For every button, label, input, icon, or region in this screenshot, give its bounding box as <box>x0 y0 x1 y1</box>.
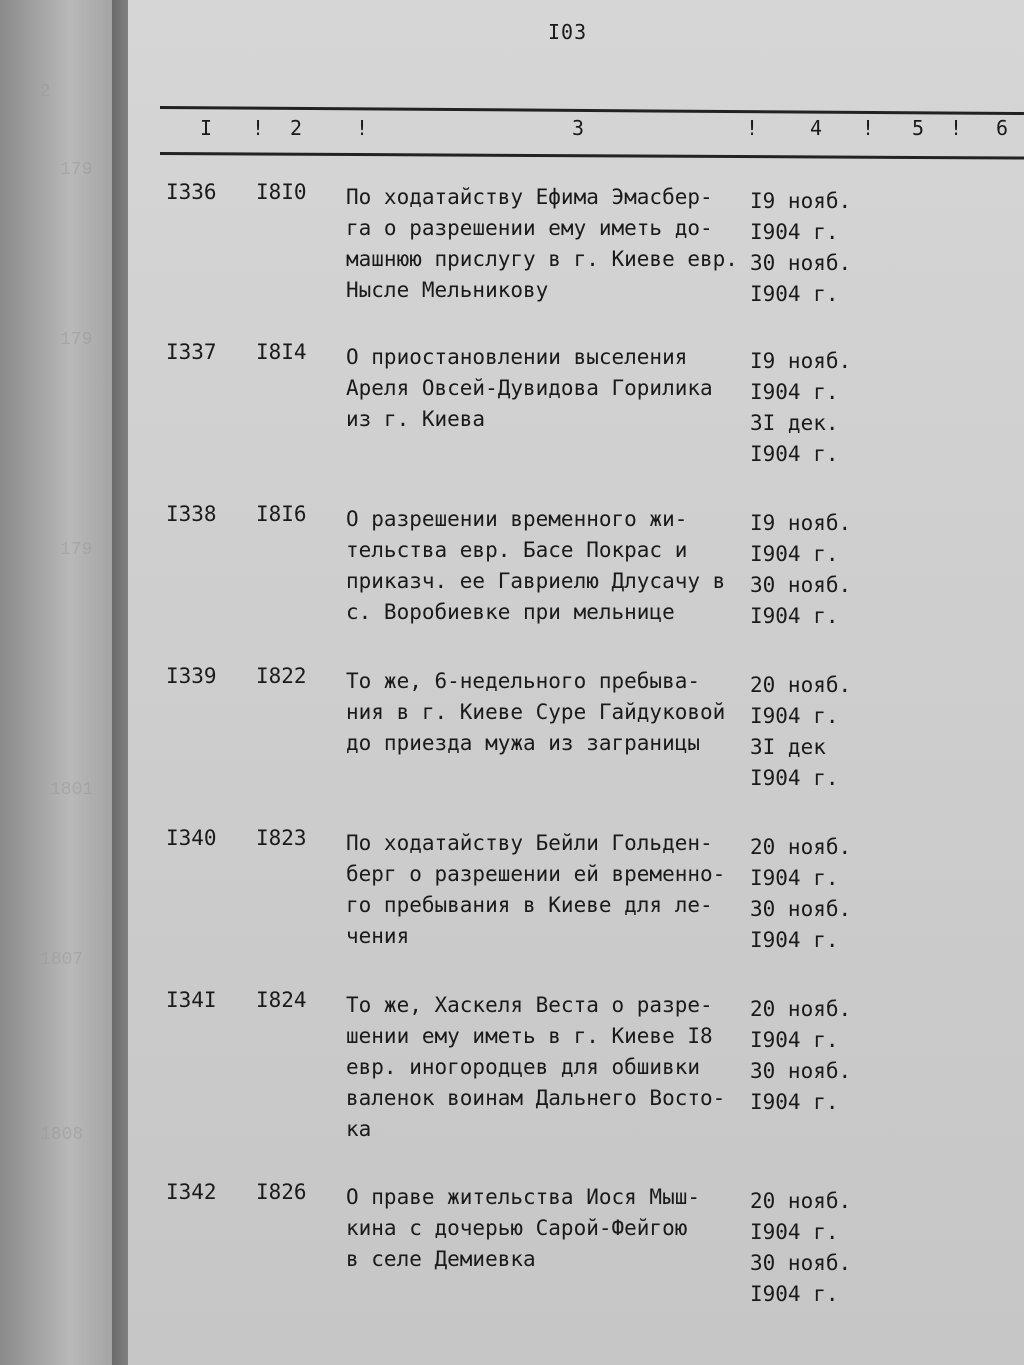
description-line: То же, 6-недельного пребыва- <box>346 669 701 693</box>
description-line: ния в г. Киеве Суре Гайдуковой <box>346 700 726 724</box>
description-line: валенок воинам Дальнего Восто- <box>346 1086 726 1110</box>
entry-description <box>346 342 736 435</box>
end-date: 3I дек <box>750 735 826 759</box>
facing-page-bleed: 179 <box>60 540 93 560</box>
description-line: приказч. ее Гавриелю Длусачу в <box>346 569 726 593</box>
end-year: I904 г. <box>750 1090 839 1114</box>
entry-dates <box>750 1186 860 1310</box>
start-date: I9 нояб. <box>750 511 852 535</box>
page-number: I03 <box>548 20 588 44</box>
header-col-5: 5 <box>912 116 925 140</box>
entry-dates <box>750 508 860 632</box>
description-line: шении ему иметь в г. Киеве I8 <box>346 1024 713 1048</box>
entry-dates <box>750 670 860 794</box>
facing-page-bleed: 1807 <box>40 950 84 970</box>
start-year: I904 г. <box>750 704 839 728</box>
case-number: I826 <box>256 1180 307 1204</box>
description-line: О приостановлении выселения <box>346 345 688 369</box>
header-col-4: 4 <box>810 116 823 140</box>
entry-number: I337 <box>166 340 217 364</box>
end-date: 30 нояб. <box>750 251 852 275</box>
description-line: га о разрешении ему иметь до- <box>346 216 713 240</box>
description-line: Нысле Мельникову <box>346 278 549 302</box>
case-number: I8I4 <box>256 340 307 364</box>
end-date: 3I дек. <box>750 411 839 435</box>
description-line: до приезда мужа из заграницы <box>346 731 701 755</box>
entry-number: I342 <box>166 1180 217 1204</box>
facing-page-bleed: 1808 <box>40 1125 84 1145</box>
start-date: 20 нояб. <box>750 1189 852 1213</box>
end-date: 30 нояб. <box>750 573 852 597</box>
entry-description <box>346 182 736 306</box>
case-number: I8I6 <box>256 502 307 526</box>
description-line: чения <box>346 924 410 948</box>
end-date: 30 нояб. <box>750 1251 852 1275</box>
description-line: То же, Хаскеля Веста о разре- <box>346 993 713 1017</box>
entry-number: I340 <box>166 826 217 850</box>
facing-page-bleed: 179 <box>60 160 93 180</box>
start-date: 20 нояб. <box>750 673 852 697</box>
header-separator: ! <box>950 116 963 140</box>
header-separator: ! <box>746 116 759 140</box>
entry-description <box>346 828 736 952</box>
table-header <box>128 112 1024 148</box>
start-year: I904 г. <box>750 542 839 566</box>
header-col-1: I <box>200 116 213 140</box>
description-line: Ареля Овсей-Дувидова Горилика <box>346 376 713 400</box>
start-year: I904 г. <box>750 220 839 244</box>
end-year: I904 г. <box>750 442 839 466</box>
entry-dates <box>750 346 860 470</box>
description-line: машнюю прислугу в г. Киеве евр. <box>346 247 738 271</box>
description-line: кина с дочерью Сарой-Фейгою <box>346 1216 688 1240</box>
description-line: О разрешении временного жи- <box>346 507 688 531</box>
entry-dates <box>750 186 860 310</box>
start-year: I904 г. <box>750 380 839 404</box>
description-line: О праве жительства Иося Мыш- <box>346 1185 701 1209</box>
end-year: I904 г. <box>750 928 839 952</box>
header-col-2: 2 <box>290 116 303 140</box>
start-year: I904 г. <box>750 1220 839 1244</box>
start-date: 20 нояб. <box>750 997 852 1021</box>
document-page <box>128 0 1024 1365</box>
header-separator: ! <box>862 116 875 140</box>
description-line: в селе Демиевка <box>346 1247 536 1271</box>
description-line: берг о разрешении ей временно- <box>346 862 726 886</box>
end-year: I904 г. <box>750 604 839 628</box>
entry-description <box>346 990 736 1145</box>
end-year: I904 г. <box>750 282 839 306</box>
description-line: По ходатайству Бейли Гольден- <box>346 831 713 855</box>
facing-page-bleed: 1 2 <box>18 82 51 102</box>
facing-page <box>0 0 128 1365</box>
end-year: I904 г. <box>750 766 839 790</box>
header-rule-bottom <box>160 152 1024 160</box>
facing-page-bleed: 1801 <box>50 780 94 800</box>
entry-description <box>346 504 736 628</box>
description-line: евр. иногородцев для обшивки <box>346 1055 701 1079</box>
header-col-6: 6 <box>996 116 1009 140</box>
entry-number: I336 <box>166 180 217 204</box>
entry-description <box>346 666 736 759</box>
case-number: I824 <box>256 988 307 1012</box>
description-line: По ходатайству Ефима Эмасбер- <box>346 185 713 209</box>
description-line: ка <box>346 1117 372 1141</box>
entry-description <box>346 1182 736 1275</box>
entry-number: I338 <box>166 502 217 526</box>
end-date: 30 нояб. <box>750 897 852 921</box>
start-date: I9 нояб. <box>750 189 852 213</box>
header-col-3: 3 <box>572 116 585 140</box>
description-line: тельства евр. Басе Покрас и <box>346 538 688 562</box>
description-line: из г. Киева <box>346 407 486 431</box>
start-year: I904 г. <box>750 1028 839 1052</box>
entry-number: I339 <box>166 664 217 688</box>
description-line: с. Воробиевке при мельнице <box>346 600 675 624</box>
case-number: I8I0 <box>256 180 307 204</box>
start-year: I904 г. <box>750 866 839 890</box>
start-date: 20 нояб. <box>750 835 852 859</box>
description-line: го пребывания в Киеве для ле- <box>346 893 713 917</box>
header-separator: ! <box>356 116 369 140</box>
entry-dates <box>750 832 860 956</box>
case-number: I823 <box>256 826 307 850</box>
entry-dates <box>750 994 860 1118</box>
header-separator: ! <box>252 116 265 140</box>
end-date: 30 нояб. <box>750 1059 852 1083</box>
entry-number: I34I <box>166 988 217 1012</box>
case-number: I822 <box>256 664 307 688</box>
facing-page-bleed: 179 <box>60 330 93 350</box>
start-date: I9 нояб. <box>750 349 852 373</box>
end-year: I904 г. <box>750 1282 839 1306</box>
